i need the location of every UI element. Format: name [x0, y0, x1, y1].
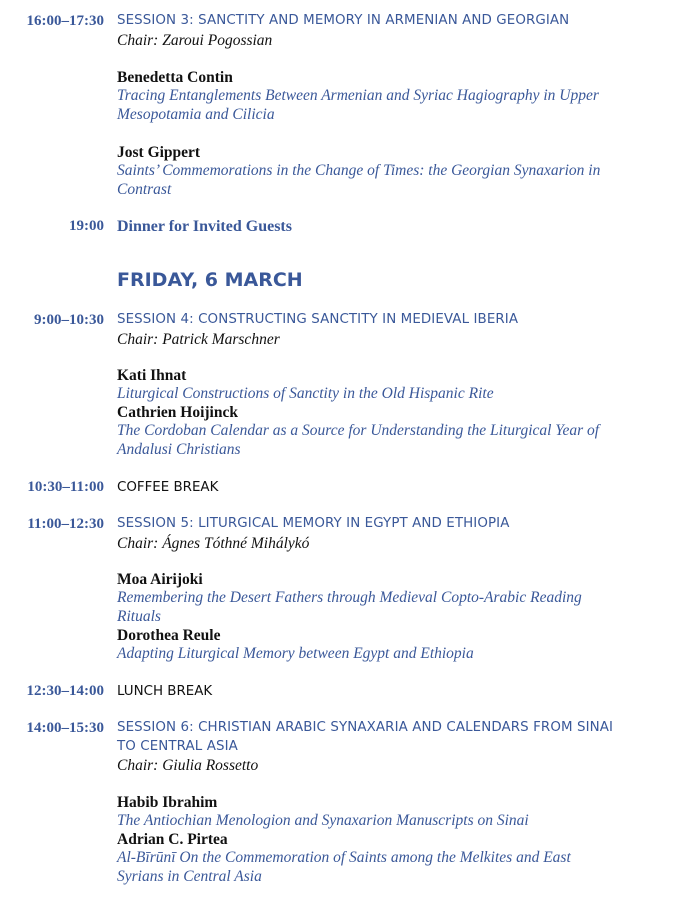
- dinner-label: Dinner for Invited Guests: [117, 218, 292, 235]
- talk-title-cont: Mesopotamia and Cilicia: [117, 105, 275, 123]
- session-title: SESSION 3: SANCTITY AND MEMORY IN ARMENIAN AND GEORGIAN: [117, 13, 570, 28]
- session-time: 11:00–12:30: [27, 516, 104, 532]
- session-title: SESSION 5: LITURGICAL MEMORY IN EGYPT AND ETHIOPIA: [117, 516, 510, 531]
- session-time: 14:00–15:30: [26, 720, 104, 736]
- talk-title: Saints’ Commemorations in the Change of Times: the Georgian Synaxarion in: [117, 162, 601, 179]
- talk-title-cont: Andalusi Christians: [117, 440, 241, 458]
- speaker-name: Jost Gippert: [117, 144, 201, 161]
- talk-title-cont: Syrians in Central Asia: [117, 867, 262, 885]
- session-chair: Chair: Patrick Marschner: [117, 330, 280, 348]
- day-heading: FRIDAY, 6 MARCH: [117, 269, 303, 291]
- break-label: COFFEE BREAK: [117, 480, 219, 495]
- session-chair: Chair: Zaroui Pogossian: [117, 31, 273, 49]
- session-chair: Chair: Ágnes Tóthné Mihálykó: [117, 534, 310, 552]
- talk-title: The Antiochian Menologion and Synaxarion Manuscripts on Sinai: [117, 812, 529, 829]
- speaker-name: Habib Ibrahim: [117, 794, 218, 811]
- speaker-name: Cathrien Hoijinck: [117, 404, 238, 421]
- talk-title: Adapting Liturgical Memory between Egypt and Ethiopia: [117, 645, 474, 662]
- talk-title: Remembering the Desert Fathers through Medieval Copto-Arabic Reading: [117, 589, 582, 606]
- talk-title: The Cordoban Calendar as a Source for Understanding the Liturgical Year of: [117, 422, 600, 439]
- talk-title: Liturgical Constructions of Sanctity in the Old Hispanic Rite: [117, 385, 494, 402]
- talk-title: Tracing Entanglements Between Armenian and Syriac Hagiography in Upper: [117, 87, 599, 104]
- break-time: 12:30–14:00: [26, 683, 104, 699]
- speaker-name: Moa Airijoki: [117, 571, 203, 588]
- session-title-cont: TO CENTRAL ASIA: [117, 738, 238, 754]
- dinner-time: 19:00: [69, 218, 104, 234]
- speaker-name: Kati Ihnat: [117, 367, 187, 384]
- session-time: 9:00–10:30: [34, 312, 104, 328]
- break-label: LUNCH BREAK: [117, 684, 213, 699]
- talk-title: Al-Bīrūnī On the Commemoration of Saints among the Melkites and East: [117, 849, 571, 866]
- talk-title-cont: Contrast: [117, 180, 172, 198]
- speaker-name: Dorothea Reule: [117, 627, 221, 644]
- speaker-name: Adrian C. Pirtea: [117, 831, 228, 848]
- session-title: SESSION 6: CHRISTIAN ARABIC SYNAXARIA AND CALENDARS FROM SINAI: [117, 720, 614, 735]
- session-chair: Chair: Giulia Rossetto: [117, 757, 259, 774]
- session-time: 16:00–17:30: [26, 13, 104, 29]
- break-time: 10:30–11:00: [27, 479, 104, 495]
- session-title: SESSION 4: CONSTRUCTING SANCTITY IN MEDIEVAL IBERIA: [117, 312, 519, 327]
- speaker-name: Benedetta Contin: [117, 69, 233, 86]
- talk-title-cont: Rituals: [117, 607, 161, 625]
